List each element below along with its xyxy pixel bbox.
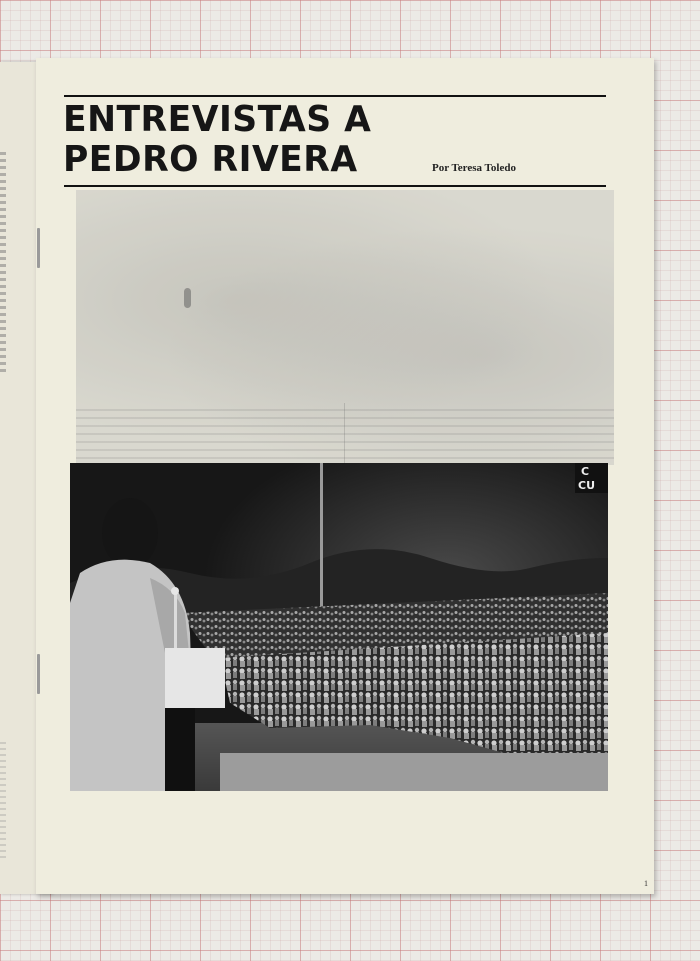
headline-line-2: PEDRO RIVERA bbox=[63, 139, 358, 180]
left-page-text-bleed bbox=[0, 152, 6, 372]
bottom-rule bbox=[64, 185, 606, 187]
article-byline: Por Teresa Toledo bbox=[432, 162, 516, 174]
photo-corner-text-2: CU bbox=[578, 479, 596, 492]
page-number: 1 bbox=[644, 879, 648, 888]
left-page-text-bleed-lower bbox=[0, 742, 6, 862]
top-rule bbox=[64, 95, 606, 97]
photo-corner-text-1: C bbox=[581, 465, 590, 478]
staple-top bbox=[37, 228, 40, 268]
headline-line-1: ENTREVISTAS A bbox=[63, 99, 372, 140]
photo-illustration bbox=[70, 463, 608, 791]
ink-smudge bbox=[184, 288, 191, 308]
magazine-page bbox=[36, 58, 654, 894]
faded-column-divider bbox=[344, 403, 345, 465]
faded-text-lines bbox=[76, 403, 614, 465]
article-headline bbox=[63, 100, 371, 180]
staple-bottom bbox=[37, 654, 40, 694]
event-photograph bbox=[70, 463, 608, 791]
